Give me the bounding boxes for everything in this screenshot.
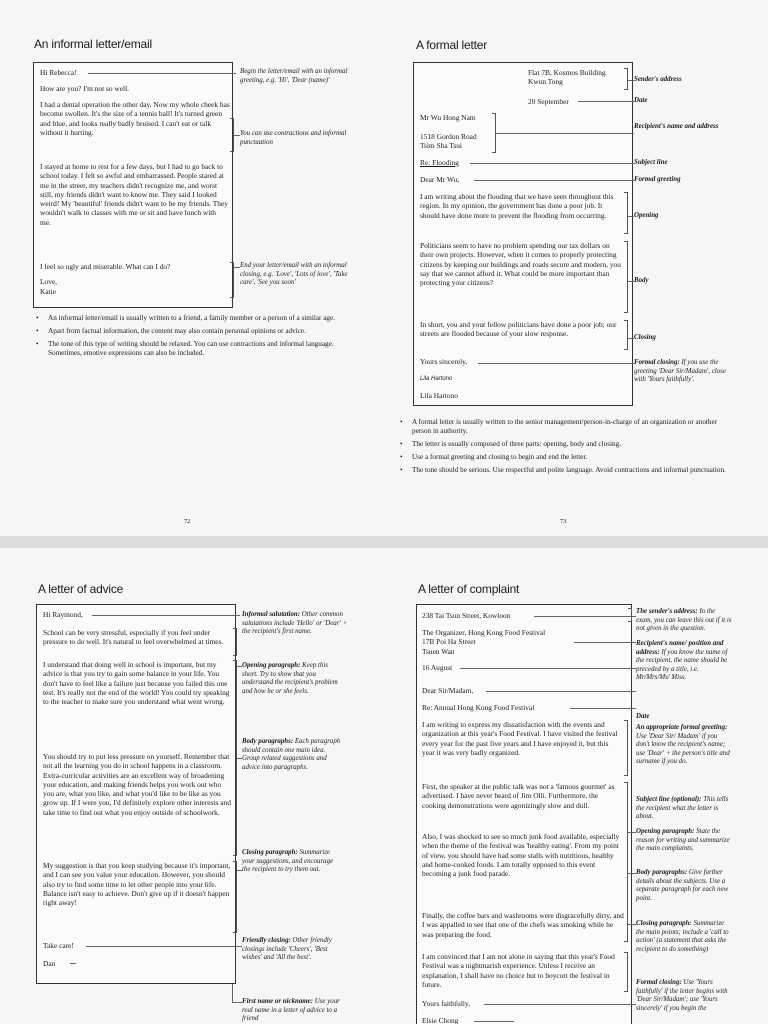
annotation-opening <box>636 828 730 854</box>
annotation-formal-closing <box>634 359 730 385</box>
annotation-text: Date <box>634 97 648 104</box>
annotation-text: Body paragraphs: <box>636 869 688 876</box>
annotation-text: Body paragraphs: <box>242 738 294 745</box>
annotation-text: Give further details about the subjects. Use a separate paragraph for each new point. <box>636 869 729 902</box>
leader-line <box>534 616 636 617</box>
annotation-salutation <box>242 611 348 637</box>
annotation-recipient <box>634 123 724 132</box>
letter-paragraph: My suggestion is that you keep studying because it's important, and I can see you value your education. However, you should also try to find some time to let other people into your life. Balance isn't easy to achieve. Don't give up if it doesn't happen right away! <box>43 861 231 908</box>
annotation-text: Friendly closing: <box>242 937 291 944</box>
letter-paragraph: I feel so ugly and miserable. What can I do? <box>40 262 171 271</box>
bracket <box>233 628 237 656</box>
bracket <box>624 320 628 350</box>
annotation-date <box>634 97 647 106</box>
annotation-contractions: You can use contractions and informal punctuation <box>240 130 347 146</box>
bracket <box>624 952 628 992</box>
letter-paragraph: I am writing to express my dissatisfaction with the events and organization at this year's Food Festival. I have visited the festival every year for the past five years and I have enjoyed it, but this year it was very badly organized. <box>422 720 618 757</box>
annotation-body <box>636 869 730 903</box>
bullet-list <box>34 314 340 362</box>
list-item: • The letter is usually composed of three parts: opening, body and closing. <box>398 440 730 449</box>
bracket <box>624 192 628 234</box>
annotation-text: Formal greeting <box>634 176 681 183</box>
letter-name: Dan <box>43 959 56 968</box>
page-complaint-letter <box>384 548 768 1024</box>
letter-paragraph: I am convinced that I am not alone in saying that this year's Food Festival was a nightmarish experience. Unless I receive an explanation, I shall have no choice but to boycott the festival in future. <box>422 952 615 989</box>
leader-line <box>570 708 636 709</box>
annotation-text: Summarize your suggestions, and encourage the recipient to try them out. <box>242 849 334 873</box>
subject-line: Re: Flooding <box>420 158 459 167</box>
letter-paragraph: How are you? I'm not so well. <box>40 84 129 93</box>
annotation-formal-closing <box>636 979 730 1013</box>
letter-date: 16 August <box>422 663 453 672</box>
annotation-text: Summarize the main points; include a 'call to action' (a statement that asks the recipient to do something) <box>636 920 729 953</box>
recipient-address-line: The Organizer, Hong Kong Food Festival <box>422 628 546 637</box>
sender-address: 238 Tai Tsun Street, Kowloon <box>422 611 511 620</box>
leader-line <box>86 946 242 947</box>
letter-name: Lila Hartono <box>420 391 458 400</box>
recipient-address-line: 17B Poi Ha Street <box>422 637 476 647</box>
annotation-text: Keep this short. Try to show that you understand the recipient's problem and how he or she feels. <box>242 662 338 695</box>
annotation-text: Opening paragraph: <box>636 828 695 835</box>
recipient-address <box>422 628 545 656</box>
bracket <box>233 861 237 933</box>
leader-line <box>474 1021 514 1022</box>
letter-greeting: Dear Mr Wu, <box>420 175 460 184</box>
leader-line <box>496 133 634 134</box>
leader-line <box>474 180 634 181</box>
letter-paragraph: I stayed at home to rest for a few days, but I had to go back to school today. I felt so awful and embarrassed. People stared at me in the street, my teachers didn't recognize me, and worst still, my friends didn't want to know me. They said I looked weird! My 'beautiful' friends didn't want to be my friends. They wouldn't walk to classes with me or sit and have lunch with me. <box>40 162 228 227</box>
annotation-text: In the exam, you can leave this out if it is not given in the question. <box>636 608 732 632</box>
list-item: • A formal letter is usually written to the senior management/person-in-charge of an organization or another person in authority. <box>398 418 730 436</box>
annotation-date <box>636 713 649 722</box>
letter-paragraph: Finally, the coffee bars and washrooms were disgracefully dirty, and I was appalled to see that one of the chefs was smoking while he was preparing the food. <box>422 911 624 939</box>
list-item: • Apart from factual information, the content may also contain personal opinions or advice. <box>34 327 340 336</box>
annotation-greeting <box>634 176 681 185</box>
leader-line <box>232 1002 242 1003</box>
leader-line <box>578 101 634 102</box>
annotation-opening <box>242 662 342 696</box>
leader-line <box>574 642 636 643</box>
leader-line <box>92 615 240 616</box>
annotation-friendly-closing <box>242 937 340 963</box>
annotation-text: This tells the recipient what the letter is about. <box>636 796 729 820</box>
annotation-sender <box>634 76 682 85</box>
recipient-address-line: 1518 Gordon Road <box>420 131 477 141</box>
recipient-address <box>420 113 477 150</box>
letter-name: Katie <box>40 287 57 296</box>
sender-address <box>528 68 628 87</box>
leader-line <box>484 1004 636 1005</box>
annotation-text: Use 'Yours faithfully' if the letter begins with 'Dear Sir/Madam'; use 'Yours sincerely' if you begin the <box>636 979 728 1012</box>
letter-paragraph: I understand that doing well in school is important, but my advice is that you try to gain some balance in your life. You don't have to feel like a failure just because you failed this one test. It's really not the end of the world! You could try speaking to the teacher to make sure you understand what went wrong. <box>43 660 230 707</box>
annotation-text: Sender's address <box>634 76 682 83</box>
letter-closing: Yours sincerely, <box>420 357 468 366</box>
leader-line <box>478 363 634 364</box>
letter-paragraph: Also, I was shocked to see so much junk food available, especially when the theme of the festival was 'healthy eating'. From my point of view, you should have had some stalls with nutritious, healthy and home-cooked foods. I am totally opposed to this event becoming a junk food parade. <box>422 832 620 879</box>
letter-date: 20 September <box>528 97 569 106</box>
bracket <box>624 68 628 90</box>
letter-name: Elsie Chong <box>422 1016 459 1024</box>
annotation-body <box>242 738 342 772</box>
annotation-text: Closing paragraph: <box>636 920 692 927</box>
bullet-list <box>398 418 730 479</box>
annotation-text: The sender's address: <box>636 608 698 615</box>
annotation-text: Informal salutation: <box>242 611 301 618</box>
recipient-name: Mr Wu Hong Nam <box>420 113 476 122</box>
annotation-text: An appropriate formal greeting: <box>636 724 728 731</box>
page-title: A letter of complaint <box>418 582 520 596</box>
letter-paragraph: In short, you and your fellow politicians have done a poor job; our streets are flooded because of your slow response. <box>420 320 617 339</box>
annotation-opening <box>634 212 659 221</box>
leader-line <box>470 163 634 164</box>
letter-greeting: Hi Rebecca! <box>40 68 77 77</box>
bracket <box>624 782 628 942</box>
annotation-text: Subject line (optional): <box>636 796 702 803</box>
signature: Lila Hartono <box>420 376 453 382</box>
letter-paragraph: I am writing about the flooding that we have seen throughout this region. In my opinion, the government has done a poor job. It should have done more to prevent the flooding from occurring. <box>420 192 614 220</box>
annotation-closing: End your letter/email with an informal closing, e.g. 'Love', 'Lots of love', 'Take care', 'See you soon' <box>240 262 348 286</box>
annotation-name <box>242 998 346 1024</box>
annotation-greeting: Begin the letter/email with an informal greeting, e.g. 'Hi', 'Dear (name)' <box>240 68 348 84</box>
list-item: • An informal letter/email is usually written to a friend, a family member or a person of a similar age. <box>34 314 340 323</box>
letter-paragraph: I had a dental operation the other day. Now my whole cheek has become swollen. It's the size of a tennis ball! It's turned green and blue, and looks really badly bruised. I can't eat or talk without it hurting. <box>40 100 230 137</box>
page-title: A formal letter <box>416 38 488 52</box>
list-item: • The tone of this type of writing should be relaxed. You can use contractions and informal language. Sometimes, emotive expressions can also be included. <box>34 340 340 358</box>
annotation-text: If you know the name of the recipient, the name should be preceded by a title, i.e. Mr/Mrs/Ms/ Miss. <box>636 648 728 681</box>
page-divider <box>0 536 768 548</box>
bracket <box>624 720 628 776</box>
annotation-text: Body <box>634 277 649 284</box>
bracket <box>628 608 632 622</box>
letter-paragraph: First, the speaker at the public talk was not a 'famous gourmet' as advertised. I have never heard of Jim Olli. Furthermore, the cooking demonstrations were agonizingly slow and dull. <box>422 782 615 810</box>
letter-paragraph: You should try to put less pressure on yourself. Remember that not all the learning you do in school happens in a classroom. Extra-curricular activities are an excellent way of broadening your education, and making friends helps you work out who you are, what you like, and what you'd like to be like as you grow up. If I were you, I'd definitely explore other interests and take time to find out what you enjoy outside of schoolwork. <box>43 752 231 817</box>
sender-address-line: Flat 7B, Kosmos Building <box>528 68 606 77</box>
sender-address-line: Kwun Tong <box>528 77 563 87</box>
annotation-text: Opening <box>634 212 659 219</box>
annotation-closing <box>636 920 730 954</box>
annotation-subject <box>634 159 668 168</box>
leader-line <box>88 73 236 74</box>
annotation-closing <box>242 849 342 875</box>
leader-line <box>70 963 76 964</box>
leader-line <box>628 873 636 874</box>
annotation-text: Recipient's name and address <box>634 123 719 130</box>
page-formal-letter <box>384 0 768 536</box>
annotation-text: Opening paragraph: <box>242 662 301 669</box>
letter-paragraph: School can be very stressful, especially if you feel under pressure to do well. It's natural to feel overwhelmed at times. <box>43 628 224 647</box>
annotation-body <box>634 277 649 286</box>
page-advice-letter <box>0 548 384 1024</box>
letter-greeting: Dear Sir/Madam, <box>422 686 474 695</box>
annotation-text: Each paragraph should contain one main idea. Group related suggestions and advice into paragraphs. <box>242 738 341 771</box>
annotation-text: Use your real name in a letter of advice to a friend <box>242 998 340 1022</box>
leader-line <box>628 832 636 833</box>
leader-line <box>486 691 636 692</box>
letter-closing: Take care! <box>43 941 74 950</box>
letter-greeting: Hi Raymond, <box>43 610 83 619</box>
bracket <box>624 241 628 313</box>
annotation-text: First name or nickname: <box>242 998 314 1005</box>
annotation-text: Other friendly closings include 'Cheers', 'Best wishes' and 'All the best'. <box>242 937 332 961</box>
letter-closing: Love, <box>40 277 58 286</box>
annotation-text: Closing paragraph: <box>242 849 298 856</box>
annotation-text: Use 'Dear Sir/ Madam' if you don't know the recipient's name; use 'Dear' + the person's title and surname if you do. <box>636 732 730 765</box>
annotation-recipient <box>636 640 732 683</box>
letter-closing: Yours faithfully, <box>422 999 471 1008</box>
recipient-address-line: Tsim Sha Tsui <box>420 140 462 150</box>
leader-line <box>628 924 636 925</box>
page-informal-letter <box>0 0 384 536</box>
annotation-subject <box>636 796 730 822</box>
page-number: 73 <box>560 518 567 525</box>
letter-paragraph: Politicians seem to have no problem spending our tax dollars on their own projects. However, when it comes to properly protecting citizens by keeping our buildings and roads secure and modern, you say that we cannot afford it. What could be more important than protecting your citizens? <box>420 241 621 288</box>
annotation-text: State the reason for writing and summarize the main complaints. <box>636 828 730 852</box>
annotation-text: Date <box>636 713 650 720</box>
annotation-text: If you use the greeting 'Dear Sir/Madam', close with 'Yours faithfully'. <box>634 359 726 383</box>
subject-line: Re: Annual Hong Kong Food Festival <box>422 703 535 712</box>
recipient-address-line: Tsuen Wan <box>422 646 455 656</box>
annotation-sender <box>636 608 732 634</box>
annotation-text: Formal closing: <box>636 979 682 986</box>
list-item: • The tone should be serious. Use respectful and polite language. Avoid contractions and informal punctuation. <box>398 466 730 475</box>
leader-line <box>460 668 636 669</box>
connector-line <box>232 984 233 1002</box>
list-item: • Use a formal greeting and closing to begin and end the letter. <box>398 453 730 462</box>
page-title: An informal letter/email <box>34 37 152 51</box>
annotation-text: Closing <box>634 334 656 341</box>
page-title: A letter of advice <box>38 582 124 596</box>
annotation-greeting <box>636 724 730 767</box>
page-number: 72 <box>184 518 191 525</box>
annotation-text: Recipient's name/ position and address: <box>636 640 724 656</box>
annotation-text: Other common salutations include 'Hello' or 'Dear' + the recipient's first name. <box>242 611 348 635</box>
annotation-closing <box>634 334 656 343</box>
annotation-text: Subject line <box>634 159 668 166</box>
annotation-text: Formal closing: <box>634 359 680 366</box>
